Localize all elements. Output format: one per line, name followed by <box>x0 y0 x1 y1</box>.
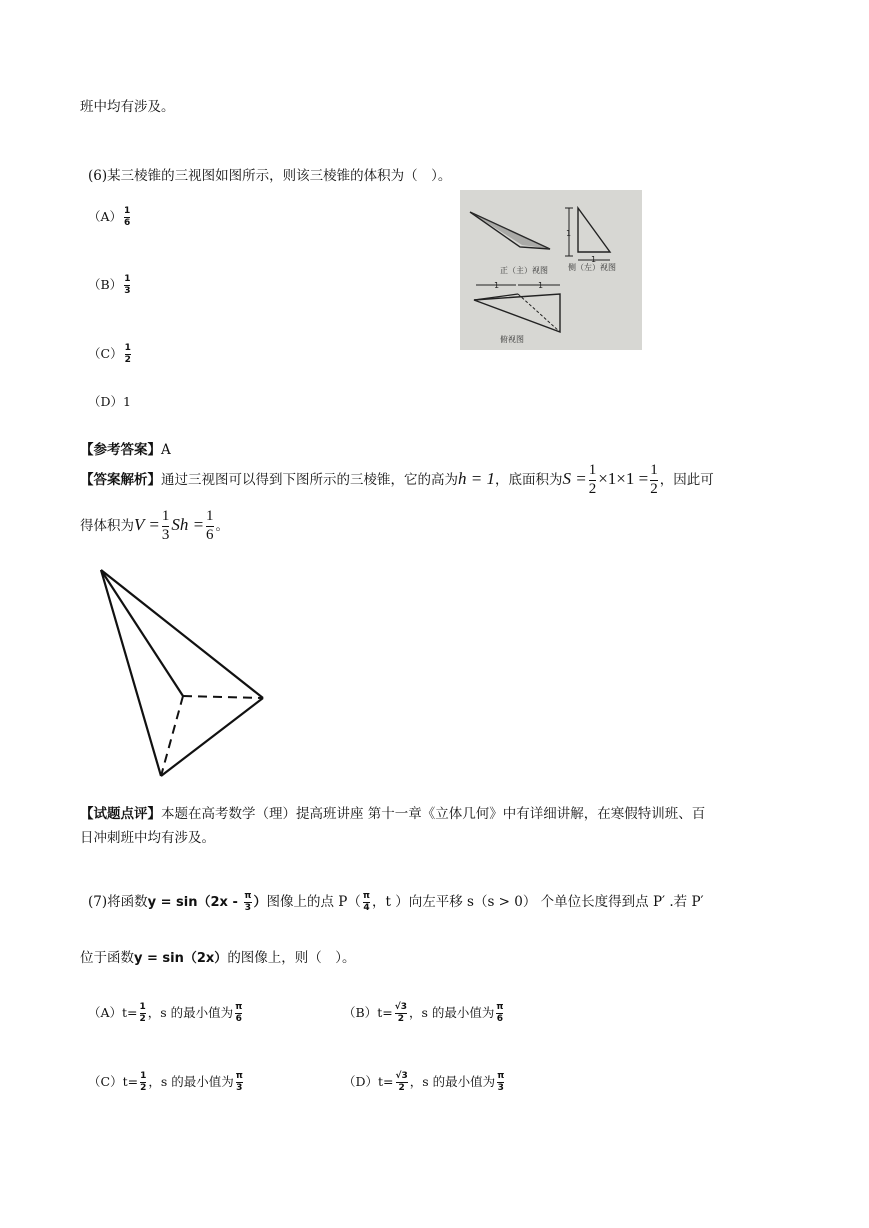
side-view-triangle <box>578 208 610 252</box>
three-view-figure <box>460 190 642 350</box>
area-fraction-1: $\frac{1}{2}$ <box>588 462 597 497</box>
pyramid-hidden-edge <box>161 696 183 776</box>
volume-fraction-1: $\frac{1}{3}$ <box>161 508 170 543</box>
review-line-2: 日冲刺班中均有涉及。 <box>80 830 215 846</box>
option-fraction: $\frac{1}{6}$ <box>124 206 131 228</box>
review-line-1: 【试题点评】本题在高考数学（理）提高班讲座 第十一章《立体几何》中有详细讲解，在寒假特训班、百 <box>80 806 706 822</box>
q6-option-d: （D）1 <box>88 394 131 409</box>
top-view-hidden-edge <box>518 294 560 332</box>
analysis-line-1: 【答案解析】通过三视图可以得到下图所示的三棱锥，它的高为h = 1，底面积为S = $\frac{1}{2}$ ×1×1 = $\frac{1}{2}$ ，因此可 <box>80 462 714 497</box>
option-label: （C） <box>88 346 123 361</box>
answer-label: 【参考答案】 <box>80 442 161 458</box>
answer-value: A <box>161 442 171 458</box>
pyramid-edge <box>161 698 263 776</box>
height-equation: h = 1 <box>458 469 495 488</box>
q7-option-b: （B）t= $\frac{√3}{2}$ ，s 的最小值为 $\frac{\pi}{6}$ <box>343 1002 504 1024</box>
q7-option-a: （A）t= $\frac{1}{2}$ ，s 的最小值为 $\frac{\pi}{6}$ <box>88 1002 243 1024</box>
q7-option-d: （D）t= $\frac{√3}{2}$ ，s 的最小值为 $\frac{\pi}{3}$ <box>343 1071 505 1093</box>
side-height-label: 1 <box>566 229 572 238</box>
point-x-fraction: $\frac{\pi}{4}$ <box>362 891 371 913</box>
area-fraction-2: $\frac{1}{2}$ <box>650 462 658 497</box>
volume-equation-lhs: V = <box>134 515 160 534</box>
option-fraction: $\frac{1}{3}$ <box>124 274 131 296</box>
analysis-line-2: 得体积为V = $\frac{1}{3}$ Sh = $\frac{1}{6}$ 。 <box>80 508 230 543</box>
phase-fraction: $\frac{\pi}{3}$ <box>244 891 252 913</box>
volume-fraction-2: $\frac{1}{6}$ <box>206 508 214 543</box>
q6-option-c <box>88 344 133 365</box>
reference-answer <box>80 438 171 458</box>
pyramid-edge <box>101 570 183 696</box>
three-view-drawing <box>460 190 642 350</box>
side-width-label: 1 <box>591 255 597 264</box>
q6-option-b <box>88 275 132 296</box>
function-expression-2: y = sin（2x） <box>134 951 228 966</box>
pyramid-diagram <box>85 560 275 790</box>
option-label: （A） <box>88 209 123 224</box>
q6-stem: (6)某三棱锥的三视图如图所示，则该三棱锥的体积为（ ）。 <box>88 168 452 184</box>
q6-option-a <box>88 207 132 228</box>
analysis-label: 【答案解析】 <box>80 472 161 488</box>
q7-stem-line-1: (7)将函数y = sin（2x - $\frac{\pi}{3}$ ）图像上的点 P（ $\frac{\pi}{4}$ ，t ）向左平移 s（s > 0） 个单位长度得到点 P′ .若 P′ <box>88 891 704 913</box>
pyramid-hidden-edge <box>183 696 263 698</box>
top-view-caption: 俯视图 <box>500 335 524 344</box>
q7-option-c: （C）t= $\frac{1}{2}$ ，s 的最小值为 $\frac{\pi}{3}$ <box>88 1071 243 1093</box>
front-view-caption: 正（主）视图 <box>500 266 548 275</box>
review-label: 【试题点评】 <box>80 806 161 822</box>
function-expression-1: y = sin（2x - <box>147 895 243 910</box>
option-label: （B） <box>88 277 123 292</box>
pyramid-edge <box>101 570 263 698</box>
prev-question-end: 班中均有涉及。 <box>80 99 175 115</box>
option-fraction: $\frac{1}{2}$ <box>124 343 131 365</box>
pyramid-edge <box>101 570 161 776</box>
side-view-caption: 侧（左）视图 <box>568 263 616 272</box>
top-width-label-1: 1 <box>494 281 500 290</box>
top-view-triangle <box>474 294 560 332</box>
top-width-label-2: 1 <box>538 281 544 290</box>
area-equation-lhs: S = <box>562 469 587 488</box>
option-label: （D） <box>88 394 124 409</box>
q7-stem-line-2: 位于函数y = sin（2x）的图像上，则（ ）。 <box>80 950 356 966</box>
